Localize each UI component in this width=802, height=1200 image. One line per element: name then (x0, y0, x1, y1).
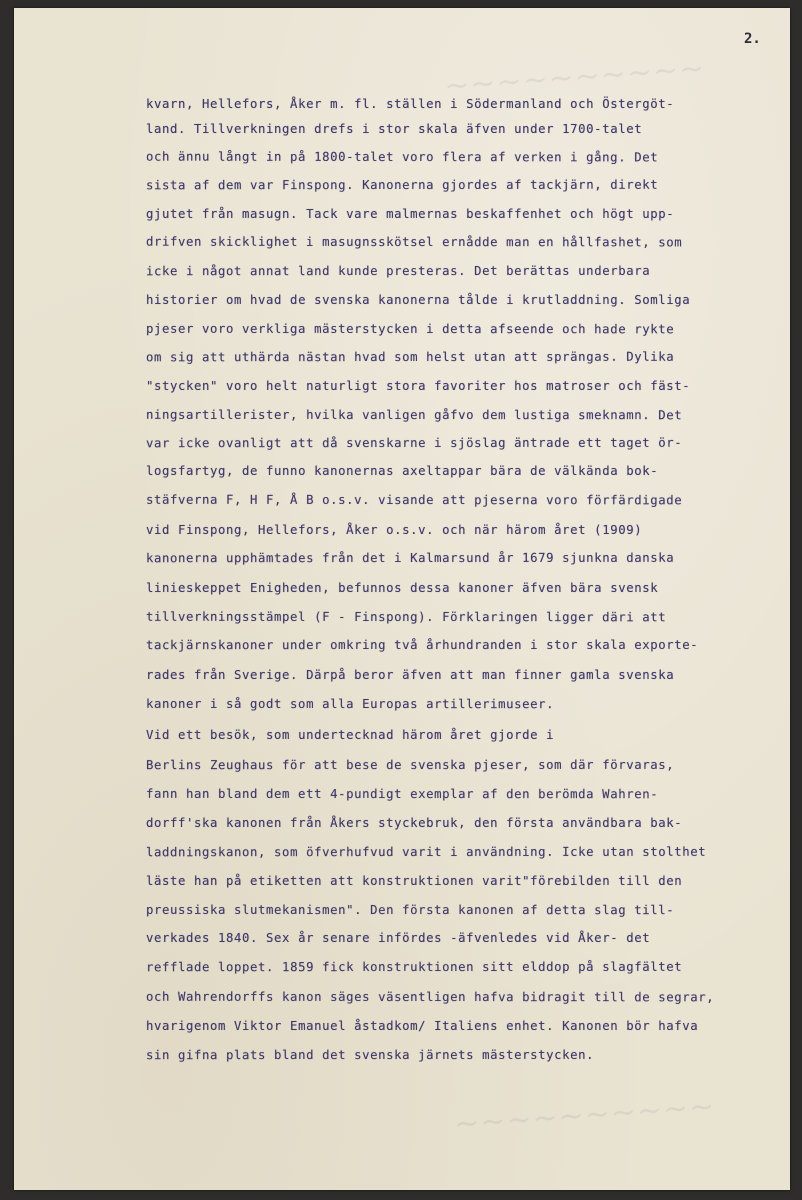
text-line: pjeser voro verkliga mästerstycken i detta afseende och hade rykte (145, 321, 675, 337)
text-line: kanonerna upphämtades från det i Kalmarsund år 1679 sjunkna danska (145, 550, 675, 566)
text-line: var icke ovanligt att då svenskarne i sjöslag äntrade ett taget ör- (145, 435, 683, 451)
text-line: Berlins Zeughaus för att bese de svenska pjeser, som där förvaras, (145, 757, 675, 773)
text-line: vid Finspong, Hellefors, Åker o.s.v. och när härom året (1909) (146, 523, 643, 537)
text-line: och ännu långt in på 1800-talet voro flera af verken i gång. Det (145, 149, 659, 165)
text-line: historier om hvad de svenska kanonerna tålde i krutladdning. Somliga (146, 293, 691, 307)
text-line: läste han på etiketten att konstruktionen varit"förebilden till den (146, 874, 683, 888)
text-line: rades från Sverige. Därpå beror äfven att man finner gamla svenska (146, 668, 675, 682)
text-line: linieskeppet Enigheden, befunnos dessa kanoner äfven bära svensk (146, 581, 659, 595)
text-line: om sig att uthärda nästan hvad som helst utan att sprängas. Dylika (145, 349, 675, 365)
text-line: refflade loppet. 1859 fick konstruktionen sitt elddop på slagfältet (145, 959, 683, 975)
text-line: verkades 1840. Sex år senare infördes -äfvenledes vid Åker- det (146, 931, 651, 945)
page-number: 2. (744, 31, 761, 47)
text-line: tillverkningsstämpel (F - Finspong). Förklaringen ligger däri att (145, 609, 667, 625)
text-line: land. Tillverkningen drefs i stor skala äfven under 1700-talet (146, 122, 643, 136)
text-line: logsfartyg, de funno kanonernas axeltappar bära de välkända bok- (146, 464, 659, 478)
text-line: fann han bland dem ett 4-pundigt exemplar af den berömda Wahren- (145, 786, 659, 802)
text-line: tackjärnskanoner under omkring två århundranden i stor skala exporte- (145, 637, 699, 653)
text-line: dorff'ska kanonen från Åkers styckebruk, den första användbara bak- (146, 816, 683, 830)
text-line: gjutet från masugn. Tack vare malmernas beskaffenhet och högt upp- (146, 207, 675, 221)
text-line: ningsartillerister, hvilka vanligen gåfvo dem lustiga smeknamn. Det (145, 407, 683, 423)
text-line: preussiska slutmekanismen". Den första kanonen af detta slag till- (145, 902, 675, 918)
text-line: kanoner i så godt som alla Europas artillerimuseer. (145, 696, 555, 712)
text-line: Vid ett besök, som undertecknad härom året gjorde i (146, 728, 555, 742)
text-line: sista af dem var Finspong. Kanonerna gjordes af tackjärn, direkt (145, 177, 659, 193)
bleed-through-mark-top: ~~~~~~~~~~ (443, 50, 707, 105)
text-line: "stycken" voro helt naturligt stora favoriter hos matroser och fäst- (146, 379, 691, 393)
text-line: laddningskanon, som öfverhufvud varit i användning. Icke utan stolthet (145, 844, 707, 860)
text-line: sin gifna plats bland det svenska järnets mästerstycken. (145, 1047, 595, 1063)
text-line: hvarigenom Viktor Emanuel åstadkom/ Italiens enhet. Kanonen bör hafva (146, 1019, 699, 1033)
text-line: och Wahrendorffs kanon säges väsentligen hafva bidragit till de segrar, (145, 989, 715, 1005)
text-line: kvarn, Hellefors, Åker m. fl. ställen i Södermanland och Östergöt- (146, 97, 675, 111)
text-line: icke i något annat land kunde presteras. Det berättas underbara (145, 263, 651, 279)
text-line: drifven skicklighet i masugnsskötsel ernådde man en hållfashet, som (145, 234, 683, 250)
bleed-through-mark-bottom: ~~~~~~~~~~ (453, 1088, 717, 1143)
text-line: stäfverna F, H F, Å B o.s.v. visande att pjeserna voro förfärdigade (145, 492, 683, 508)
